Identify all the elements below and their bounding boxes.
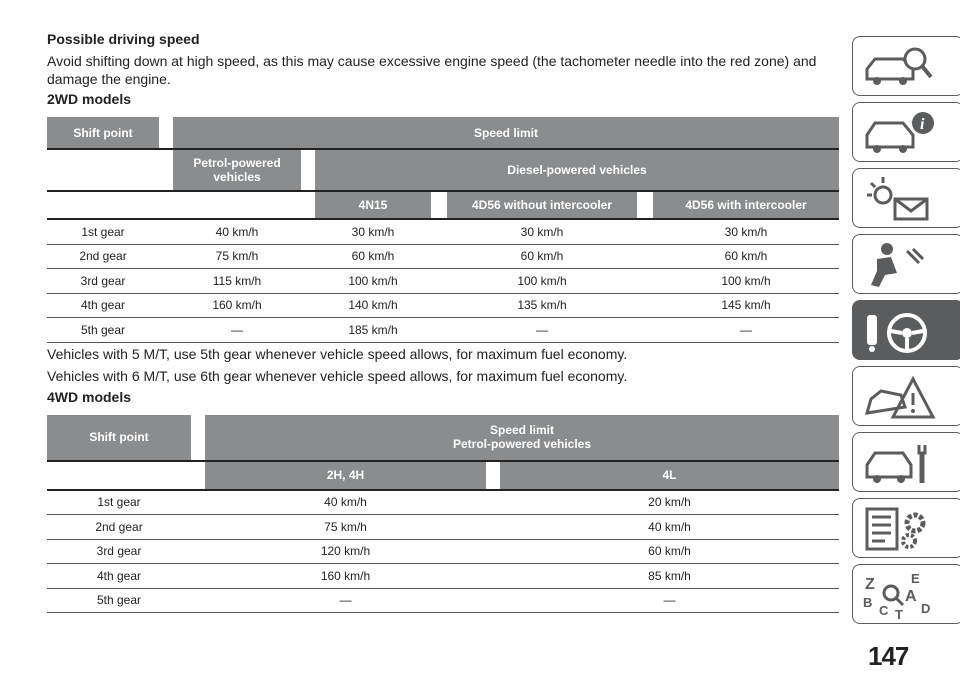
table-row: [47, 564, 839, 589]
header-2h-4h: 2H, 4H: [205, 461, 486, 490]
index-letter: D: [921, 601, 931, 616]
page-number: 147: [868, 641, 909, 671]
note-6mt: Vehicles with 6 M/T, use 6th gear whenever vehicle speed allows, for maximum fuel economy.: [47, 367, 628, 384]
table-row: [47, 539, 839, 564]
cell-petrol: 75 km/h: [173, 244, 301, 269]
header-shift-point: Shift point: [47, 415, 191, 461]
cell-4l: 60 km/h: [500, 539, 839, 564]
note-5mt: Vehicles with 5 M/T, use 5th gear whenever vehicle speed allows, for maximum fuel economy.: [47, 345, 628, 362]
cell-gear: 1st gear: [47, 490, 191, 515]
cell-gear: 5th gear: [47, 588, 191, 613]
tab-car-info[interactable]: [852, 102, 960, 162]
car-magnifier-icon: [861, 43, 941, 91]
alphabetical-index-icon: [861, 571, 941, 619]
tab-maintenance[interactable]: [852, 432, 960, 492]
speed-table-2wd: [47, 117, 839, 343]
checklist-gear-icon: [861, 505, 941, 553]
header-speed-limit: Speed limit: [173, 117, 839, 149]
header-4d56-no-intercooler: 4D56 without intercooler: [447, 191, 637, 219]
cell-gear: 3rd gear: [47, 539, 191, 564]
cell-2h-4h: 120 km/h: [205, 539, 486, 564]
cell-2h-4h: 40 km/h: [205, 490, 486, 515]
tab-index[interactable]: [852, 564, 960, 624]
cell-gear: 4th gear: [47, 564, 191, 589]
person-airbag-icon: [861, 241, 941, 289]
index-letter: B: [863, 595, 873, 610]
header-shift-point: Shift point: [47, 117, 159, 149]
tab-emergency[interactable]: [852, 366, 960, 426]
car-wrench-icon: [861, 439, 941, 487]
cell-4n15: 100 km/h: [315, 269, 431, 294]
paragraph-line: damage the engine.: [47, 71, 171, 87]
cell-petrol: 115 km/h: [173, 269, 301, 294]
cell-2h-4h: 160 km/h: [205, 564, 486, 589]
header-4d56-intercooler: 4D56 with intercooler: [653, 191, 839, 219]
cell-4d56-ic: —: [653, 318, 839, 343]
cell-4d56-ic: 60 km/h: [653, 244, 839, 269]
cell-petrol: —: [173, 318, 301, 343]
index-letter: A: [905, 588, 917, 605]
car-info-icon: [861, 109, 941, 157]
cell-petrol: 160 km/h: [173, 293, 301, 318]
tab-warning-lights[interactable]: [852, 168, 960, 228]
cell-4d56-ic: 30 km/h: [653, 219, 839, 244]
header-speed-limit: Speed limit: [489, 423, 554, 437]
header-petrol: [173, 149, 301, 191]
cell-4l: —: [500, 588, 839, 613]
paragraph-line: Avoid shifting down at high speed, as this may cause excessive engine speed (the tachometer needle into the red zone) and: [47, 53, 817, 69]
table-row: [47, 269, 839, 294]
header-petrol-line2: vehicles: [213, 170, 261, 184]
tab-safety[interactable]: [852, 234, 960, 294]
cell-petrol: 40 km/h: [173, 219, 301, 244]
speed-table-4wd: [47, 415, 839, 614]
subheading-4wd: 4WD models: [47, 388, 132, 405]
index-letter: T: [895, 607, 903, 619]
cell-4n15: 185 km/h: [315, 318, 431, 343]
cell-gear: 4th gear: [47, 293, 159, 318]
header-4n15: 4N15: [315, 191, 431, 219]
cell-4d56-no-ic: —: [447, 318, 637, 343]
header-4l: 4L: [500, 461, 839, 490]
table-row: [47, 219, 839, 244]
header-diesel: Diesel-powered vehicles: [315, 149, 839, 191]
table-row: [47, 588, 839, 613]
svg-text:i: i: [920, 116, 925, 133]
cell-gear: 3rd gear: [47, 269, 159, 294]
page-content: [47, 30, 839, 613]
cell-4l: 40 km/h: [500, 515, 839, 540]
cell-gear: 2nd gear: [47, 244, 159, 269]
header-petrol-line1: Petrol-powered: [193, 156, 281, 170]
cell-4d56-no-ic: 100 km/h: [447, 269, 637, 294]
index-letter: Z: [865, 576, 875, 593]
header-petrol: Petrol-powered vehicles: [452, 437, 592, 451]
cell-4n15: 60 km/h: [315, 244, 431, 269]
cell-gear: 1st gear: [47, 219, 159, 244]
cell-4l: 20 km/h: [500, 490, 839, 515]
cell-4d56-ic: 145 km/h: [653, 293, 839, 318]
header-speed-limit-petrol: [205, 415, 839, 461]
tab-technical-data[interactable]: [852, 498, 960, 558]
table-row: [47, 244, 839, 269]
cell-4d56-no-ic: 60 km/h: [447, 244, 637, 269]
table-row: [47, 318, 839, 343]
warning-light-envelope-icon: [861, 175, 941, 223]
index-letter: C: [879, 603, 889, 618]
cell-gear: 2nd gear: [47, 515, 191, 540]
cell-4n15: 140 km/h: [315, 293, 431, 318]
tab-starting-driving[interactable]: [852, 300, 960, 360]
cell-2h-4h: 75 km/h: [205, 515, 486, 540]
subheading-2wd: 2WD models: [47, 91, 132, 107]
cell-4l: 85 km/h: [500, 564, 839, 589]
cell-4n15: 30 km/h: [315, 219, 431, 244]
car-warning-triangle-icon: [861, 373, 941, 421]
key-steering-wheel-icon: [861, 307, 941, 355]
cell-4d56-ic: 100 km/h: [653, 269, 839, 294]
tab-car-magnifier[interactable]: [852, 36, 960, 96]
cell-gear: 5th gear: [47, 318, 159, 343]
section-heading: Possible driving speed: [47, 31, 200, 47]
table-row: [47, 490, 839, 515]
table-row: [47, 293, 839, 318]
index-letter: E: [911, 571, 920, 586]
cell-2h-4h: —: [205, 588, 486, 613]
cell-4d56-no-ic: 135 km/h: [447, 293, 637, 318]
cell-4d56-no-ic: 30 km/h: [447, 219, 637, 244]
table-row: [47, 515, 839, 540]
